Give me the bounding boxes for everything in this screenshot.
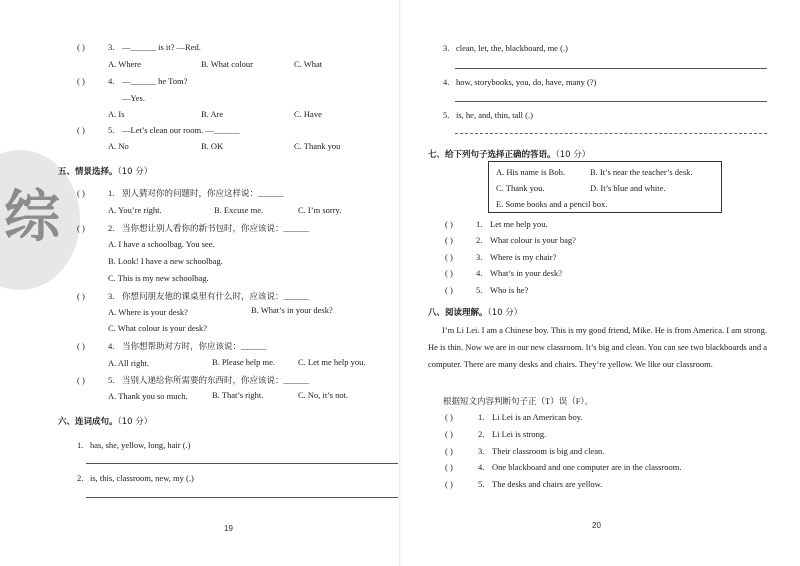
question-num: 2. bbox=[478, 429, 485, 439]
question-text: —______ he Tom? bbox=[122, 76, 188, 86]
option: B. That’s right. bbox=[212, 390, 264, 400]
question-text: One blackboard and one computer are in the classroom. bbox=[492, 462, 682, 472]
question-num: 4. bbox=[476, 268, 483, 278]
question-num: 5. bbox=[108, 125, 115, 135]
answer-paren[interactable]: ( ) bbox=[445, 285, 453, 295]
option: C. What bbox=[294, 59, 323, 69]
question-num: 1. bbox=[476, 219, 483, 229]
question-num: 3. bbox=[478, 446, 485, 456]
answer-line[interactable] bbox=[455, 101, 767, 102]
question-num: 4. bbox=[108, 341, 115, 351]
question-text: 你想问朋友他的课桌里有什么时，应该说：______ bbox=[122, 291, 310, 301]
question-text: 当别人递给你所需要的东西时，你应该说：______ bbox=[122, 375, 310, 385]
section-title-text: 七、给下列句子选择正确的答语。 bbox=[428, 150, 556, 160]
answer-line[interactable] bbox=[86, 463, 398, 464]
question-text: What’s in your desk? bbox=[490, 268, 562, 278]
option: C. Have bbox=[294, 109, 322, 119]
question-num: 1. bbox=[108, 188, 115, 198]
answer-paren[interactable]: ( ) bbox=[445, 462, 453, 472]
question-num: 5. bbox=[443, 110, 450, 120]
answer-paren[interactable]: ( ) bbox=[77, 42, 85, 52]
option: B. Are bbox=[201, 109, 224, 119]
section-title bbox=[428, 151, 590, 160]
question-num: 3. bbox=[108, 42, 115, 52]
answer-paren[interactable]: ( ) bbox=[77, 188, 85, 198]
question-num: 4. bbox=[108, 76, 115, 86]
answer-paren[interactable]: ( ) bbox=[445, 268, 453, 278]
section-title bbox=[428, 309, 522, 318]
question-num: 3. bbox=[476, 252, 483, 262]
option: A. No bbox=[108, 141, 129, 151]
answer-paren[interactable]: ( ) bbox=[77, 291, 85, 301]
answer-line[interactable] bbox=[86, 497, 398, 498]
question-text: is, he, and, thin, tall (.) bbox=[456, 110, 533, 120]
option: A. You’re right. bbox=[108, 205, 162, 215]
answer-paren[interactable]: ( ) bbox=[77, 341, 85, 351]
option: C. No, it’s not. bbox=[298, 390, 349, 400]
section-title-text: 五、情景选择。 bbox=[58, 167, 118, 177]
answer-paren[interactable]: ( ) bbox=[445, 429, 453, 439]
question-text: —______ is it? —Red. bbox=[122, 42, 201, 52]
answer-line[interactable] bbox=[455, 68, 767, 69]
section-title-text: 六、连词成句。 bbox=[58, 417, 118, 427]
question-num: 2. bbox=[108, 223, 115, 233]
question-text: 当你想让别人看你的新书包时，你应该说：______ bbox=[122, 223, 310, 233]
option: B. What’s in your desk? bbox=[251, 305, 333, 315]
option: C. Let me help you. bbox=[298, 357, 366, 367]
question-num: 2. bbox=[476, 235, 483, 245]
question-num: 5. bbox=[478, 479, 485, 489]
question-text: is, this, classroom, new, my (.) bbox=[90, 473, 194, 483]
passage-text: I’m Li Lei. I am a Chinese boy. This is my good friend, Mike. He is from America. I am strong. He is thin. Now we are in our new classroom. It’s big and clean. You can see two blackboards and a computer. There are many desks and chairs. They’re yellow. We like our classroom. bbox=[428, 325, 768, 369]
answer-paren[interactable]: ( ) bbox=[445, 412, 453, 422]
question-text: Li Lei is strong. bbox=[492, 429, 547, 439]
option: A. Where is your desk? bbox=[108, 307, 188, 317]
answer-paren[interactable]: ( ) bbox=[77, 223, 85, 233]
question-text: Who is he? bbox=[490, 285, 529, 295]
question-num: 1. bbox=[478, 412, 485, 422]
reading-passage bbox=[428, 322, 768, 373]
option: B. Look! I have a new schoolbag. bbox=[108, 256, 223, 266]
question-num: 5. bbox=[108, 375, 115, 385]
question-text: The desks and chairs are yellow. bbox=[492, 479, 603, 489]
option: A. All right. bbox=[108, 358, 150, 368]
question-num: 4. bbox=[443, 77, 450, 87]
question-num: 4. bbox=[478, 462, 485, 472]
question-num: 2. bbox=[77, 473, 84, 483]
question-subtext: —Yes. bbox=[122, 93, 145, 103]
section-score: （10 分） bbox=[117, 417, 153, 427]
question-text: Let me help you. bbox=[490, 219, 548, 229]
section-title bbox=[58, 168, 152, 177]
answer-paren[interactable]: ( ) bbox=[445, 235, 453, 245]
option: C. What colour is your desk? bbox=[108, 323, 207, 333]
option: A. I have a schoolbag. You see. bbox=[108, 239, 215, 249]
question-text: has, she, yellow, long, hair (.) bbox=[90, 440, 191, 450]
section-score: （10 分） bbox=[117, 167, 153, 177]
question-num: 1. bbox=[77, 440, 84, 450]
box-option: E. Some books and a pencil box. bbox=[496, 199, 608, 209]
page-number: 19 bbox=[224, 524, 233, 533]
box-option: B. It’s near the teacher’s desk. bbox=[590, 167, 693, 177]
box-option: D. It’s blue and white. bbox=[590, 183, 666, 193]
box-option: A. His name is Bob. bbox=[496, 167, 565, 177]
option: B. What colour bbox=[201, 59, 254, 69]
page-number: 20 bbox=[592, 521, 601, 530]
option: C. This is my new schoolbag. bbox=[108, 273, 209, 283]
section-title bbox=[58, 418, 152, 427]
section-score: （10 分） bbox=[555, 150, 591, 160]
question-text: Their classroom is big and clean. bbox=[492, 446, 605, 456]
option: A. Where bbox=[108, 59, 141, 69]
option: A. Is bbox=[108, 109, 125, 119]
option: B. Please help me. bbox=[212, 357, 276, 367]
answer-paren[interactable]: ( ) bbox=[77, 375, 85, 385]
question-text: clean, let, the, blackboard, me (.) bbox=[456, 43, 568, 53]
option: C. I’m sorry. bbox=[298, 205, 342, 215]
option: B. Excuse me. bbox=[214, 205, 264, 215]
answer-line[interactable] bbox=[455, 133, 767, 134]
question-text: how, storybooks, you, do, have, many (?) bbox=[456, 77, 597, 87]
answer-paren[interactable]: ( ) bbox=[445, 446, 453, 456]
box-option: C. Thank you. bbox=[496, 183, 545, 193]
answer-paren[interactable]: ( ) bbox=[445, 479, 453, 489]
question-text: 别人猜对你的问题时，你应这样说：______ bbox=[122, 188, 284, 198]
watermark-stamp-text: 综 bbox=[4, 185, 60, 250]
section-score: （10 分） bbox=[487, 308, 523, 318]
answer-paren[interactable]: ( ) bbox=[77, 76, 85, 86]
answer-paren[interactable]: ( ) bbox=[445, 219, 453, 229]
option: A. Thank you so much. bbox=[108, 391, 188, 401]
question-text: —Let’s clean our room. —______ bbox=[122, 125, 240, 135]
question-num: 5. bbox=[476, 285, 483, 295]
question-num: 3. bbox=[108, 291, 115, 301]
option: B. OK bbox=[201, 141, 224, 151]
question-text: What colour is your bag? bbox=[490, 235, 576, 245]
answer-paren[interactable]: ( ) bbox=[77, 125, 85, 135]
option: C. Thank you bbox=[294, 141, 341, 151]
answer-paren[interactable]: ( ) bbox=[445, 252, 453, 262]
instruction-text: 根据短文内容判断句子正（T）误（F）。 bbox=[443, 396, 594, 406]
question-text: Li Lei is an American boy. bbox=[492, 412, 583, 422]
question-text: 当你想帮助对方时，你应该说：______ bbox=[122, 341, 267, 351]
section-title-text: 八、阅读理解。 bbox=[428, 308, 488, 318]
question-num: 3. bbox=[443, 43, 450, 53]
question-text: Where is my chair? bbox=[490, 252, 557, 262]
